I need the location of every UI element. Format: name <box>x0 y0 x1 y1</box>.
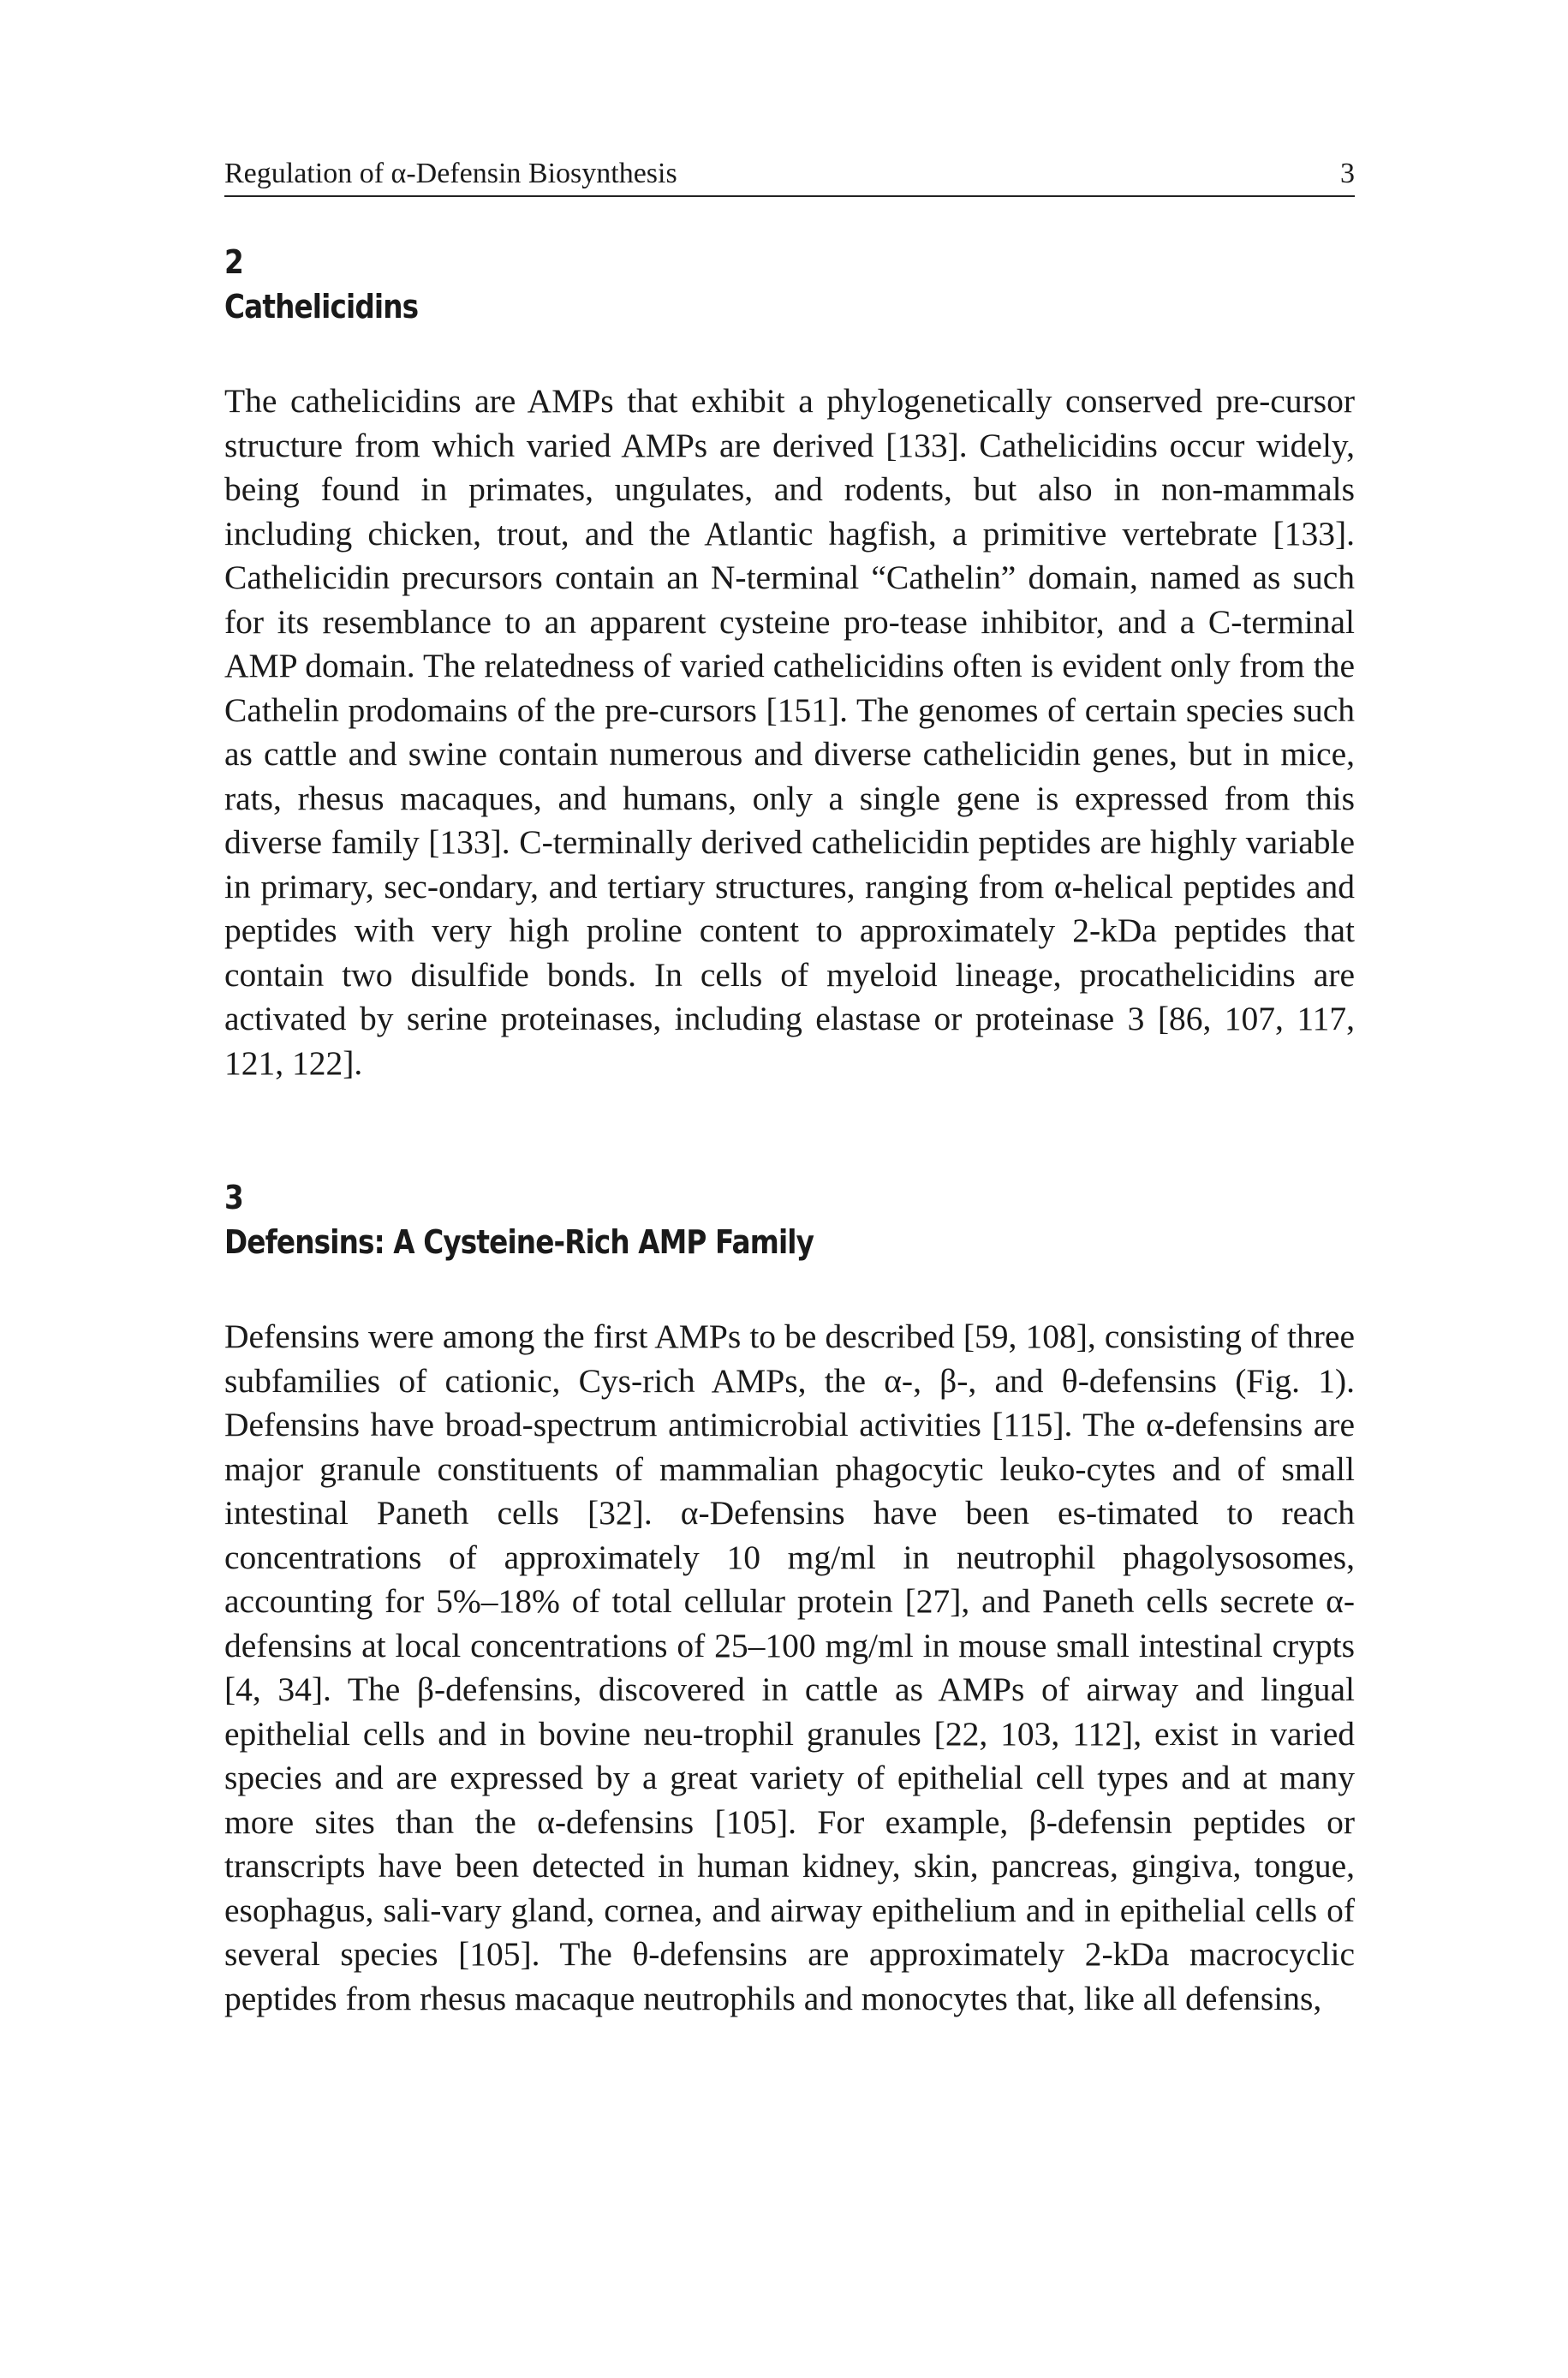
running-title: Regulation of α-Defensin Biosynthesis <box>224 158 677 189</box>
section-title: Cathelicidins <box>224 288 419 326</box>
section-cathelicidins <box>224 240 1355 1085</box>
section-number: 3 <box>224 1179 243 1216</box>
section-title: Defensins: A Cysteine-Rich AMP Family <box>224 1223 814 1261</box>
page <box>224 154 1355 2017</box>
page-number: 3 <box>1340 158 1355 189</box>
section-paragraph: Defensins were among the first AMPs to be described [59, 108], consisting of three subfamilies of cationic, Cys-rich AMPs, the α-, β-, and θ-defensins (Fig. 1). Defensins have broad-spectrum antimicrobial activities [115]. The α-defensins are major granule constituents of mammalian phagocytic leuko-cytes and of small intestinal Paneth cells [32]. α-Defensins have been es-timated to reach concentrations of approximately 10 mg/ml in neutrophil phagolysosomes, accounting for 5%–18% of total cellular protein [27], and Paneth cells secrete α-defensins at local concentrations of 25–100 mg/ml in mouse small intestinal crypts [4, 34]. The β-defensins, discovered in cattle as AMPs of airway and lingual epithelial cells and in bovine neu-trophil granules [22, 103, 112], exist in varied species and are expressed by a great variety of epithelial cell types and at many more sites than the α-defensins [105]. For example, β-defensin peptides or transcripts have been detected in human kidney, skin, pancreas, gingiva, tongue, esophagus, sali-vary gland, cornea, and airway epithelium and in epithelial cells of several species [105]. The θ-defensins are approximately 2-kDa macrocyclic peptides from rhesus macaque neutrophils and monocytes that, like all defensins, <box>224 1317 1355 2017</box>
section-number: 2 <box>224 243 243 281</box>
section-paragraph: The cathelicidins are AMPs that exhibit a phylogenetically conserved pre-cursor structure from which varied AMPs are derived [133]. Cathelicidins occur widely, being found in primates, ungulates, and rodents, but also in non-mammals including chicken, trout, and the Atlantic hagfish, a primitive vertebrate [133]. Cathelicidin precursors contain an N-terminal “Cathelin” domain, named as such for its resemblance to an apparent cysteine pro-tease inhibitor, and a C-terminal AMP domain. The relatedness of varied cathelicidins often is evident only from the Cathelin prodomains of the pre-cursors [151]. The genomes of certain species such as cattle and swine contain numerous and diverse cathelicidin genes, but in mice, rats, rhesus macaques, and humans, only a single gene is expressed from this diverse family [133]. C-terminally derived cathelicidin peptides are highly variable in primary, sec-ondary, and tertiary structures, ranging from α-helical peptides and peptides with very high proline content to approximately 2-kDa peptides that contain two disulfide bonds. In cells of myeloid lineage, procathelicidins are activated by serine proteinases, including elastase or proteinase 3 [86, 107, 117, 121, 122]. <box>224 382 1355 1082</box>
section-defensins <box>224 1175 1355 2021</box>
running-head <box>224 154 1355 197</box>
